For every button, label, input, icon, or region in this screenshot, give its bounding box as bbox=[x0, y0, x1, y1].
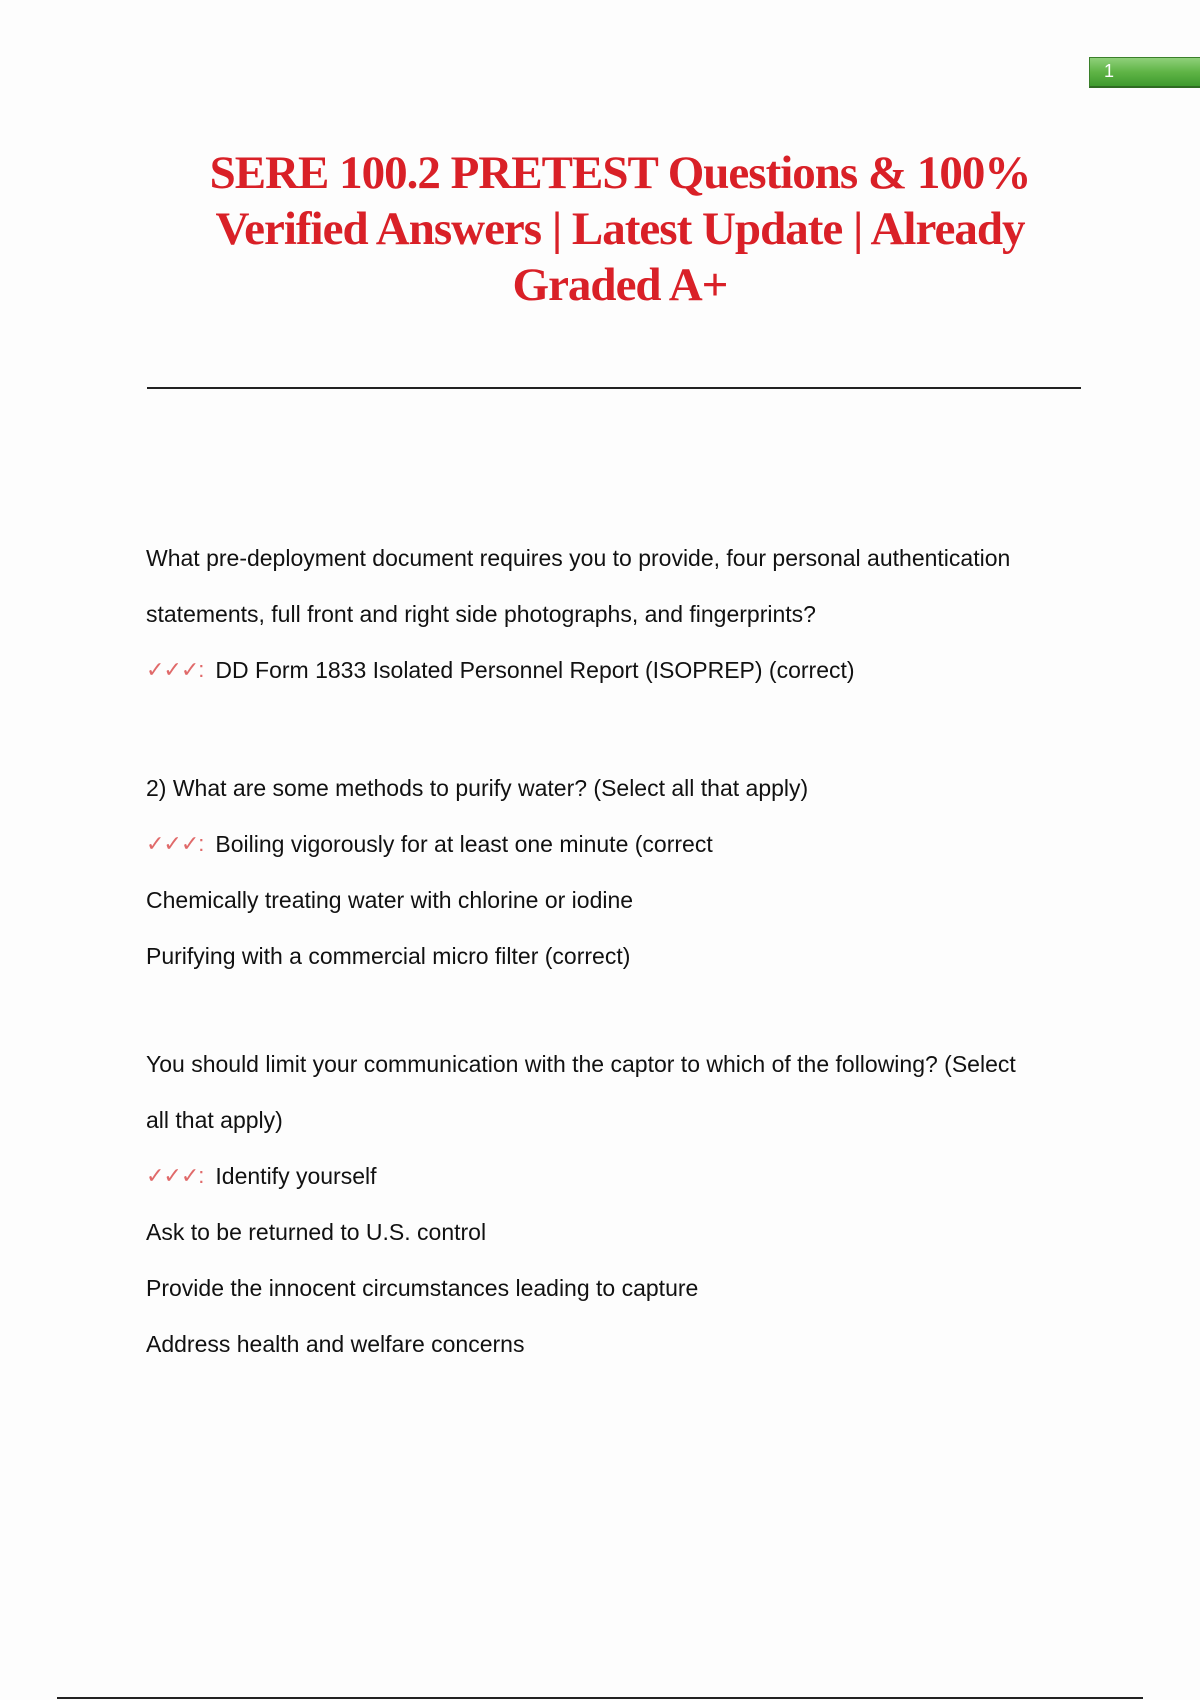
answer-2-option: Chemically treating water with chlorine or iodine bbox=[146, 887, 634, 913]
question-1-line-2: statements, full front and right side photographs, and fingerprints? bbox=[146, 601, 816, 627]
question-3-line-2: all that apply) bbox=[146, 1107, 283, 1133]
answer-3-option: Provide the innocent circumstances leading to capture bbox=[146, 1275, 699, 1301]
answer-3-option: Address health and welfare concerns bbox=[146, 1331, 525, 1357]
answer-3 bbox=[146, 1148, 1086, 1204]
answer-1-text: DD Form 1833 Isolated Personnel Report (ISOPREP) (correct) bbox=[215, 657, 855, 683]
title-divider bbox=[147, 387, 1081, 389]
check-marks-icon: ✓✓✓: bbox=[146, 657, 204, 682]
answer-3-option: Ask to be returned to U.S. control bbox=[146, 1219, 487, 1245]
qa-content bbox=[146, 530, 1086, 1372]
question-1-line-1: What pre-deployment document requires you to provide, four personal authentication bbox=[146, 545, 1011, 571]
question-2-line-1: 2) What are some methods to purify water? (Select all that apply) bbox=[146, 775, 809, 801]
answer-2 bbox=[146, 816, 1086, 872]
check-marks-icon: ✓✓✓: bbox=[146, 831, 204, 856]
footer-divider bbox=[57, 1697, 1143, 1699]
question-3-line-1: You should limit your communication with the captor to which of the following? (Select bbox=[146, 1051, 1016, 1077]
answer-3-text: Identify yourself bbox=[215, 1163, 377, 1189]
answer-1 bbox=[146, 642, 1086, 698]
answer-2-text: Boiling vigorously for at least one minute (correct bbox=[215, 831, 713, 857]
document-title: SERE 100.2 PRETEST Questions & 100% Verified Answers | Latest Update | Already Graded A+ bbox=[209, 147, 1031, 311]
page-number-badge bbox=[1089, 57, 1200, 88]
page-number: 1 bbox=[1104, 61, 1115, 81]
check-marks-icon: ✓✓✓: bbox=[146, 1163, 204, 1188]
answer-2-option: Purifying with a commercial micro filter (correct) bbox=[146, 943, 631, 969]
